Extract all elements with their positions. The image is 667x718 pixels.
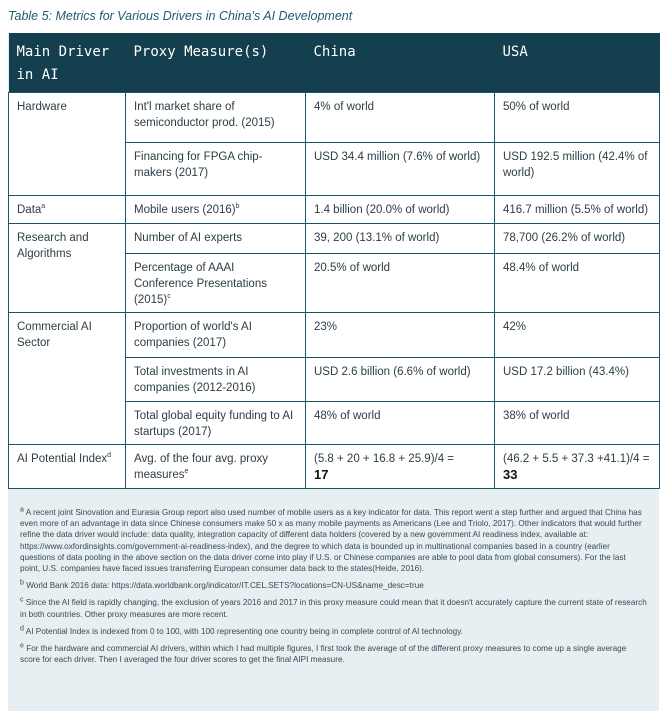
driver-cell: Research and Algorithms — [9, 224, 126, 313]
china-cell: 4% of world — [306, 93, 495, 143]
driver-cell: Hardware — [9, 93, 126, 196]
proxy-cell: Total investments in AI companies (2012-2016) — [126, 358, 306, 402]
usa-cell: USD 17.2 billion (43.4%) — [495, 358, 660, 402]
footnote-a: $^a$ A recent joint Sinovation and Eurasia Group report also used number of mobile users as a key indicator for data. This report went a step further and argued that China has even more of an advantage in data since Chinese consumers make 50 x as many mobile payments as Americans (Lee and Triolo, 2017). Other indicators that would further refine the data driver would include: data quality, integration capacity of different data holders (covered by a new government AI readiness index, available at: https://www.oxfordinsights.com/government-ai-readiness-index), and the degree to which data is bounded up in multinational companies based in a country (earlier questions of data pooling in the above section on the data driver come into play if U.S. or Chinese companies are able to pool data from global consumers). For the last point, U.S. companies have faced issues transferring European consumer data back to the states(Heide, 2016). — [20, 506, 642, 574]
china-cell: 39, 200 (13.1% of world) — [306, 224, 495, 254]
driver-cell: Commercial AI Sector — [9, 313, 126, 445]
footnotes — [8, 497, 659, 711]
driver-cell: AI Potential Index$^d$ — [9, 445, 126, 489]
proxy-cell: Int'l market share of semiconductor prod. (2015) — [126, 93, 306, 143]
china-cell: 1.4 billion (20.0% of world) — [306, 196, 495, 224]
table-row — [9, 196, 660, 224]
footnote-d: $^d$ AI Potential Index is indexed from 0 to 100, with 100 representing one country being in complete control of AI technology. — [20, 625, 463, 636]
header-china: China — [306, 33, 495, 93]
usa-cell: 38% of world — [495, 402, 660, 445]
china-cell: (5.8 + 20 + 16.8 + 25.9)/4 = 17 — [306, 445, 495, 489]
footnote-e: $^e$ For the hardware and commercial AI drivers, within which I had multiple figures, I first took the average of of the different proxy measures to come up a single average score for each driver. Then I averaged the four driver scores to get the final AIPI measure. — [20, 642, 627, 665]
usa-cell: (46.2 + 5.5 + 37.3 +41.1)/4 = 33 — [495, 445, 660, 489]
usa-cell: 50% of world — [495, 93, 660, 143]
china-cell: 48% of world — [306, 402, 495, 445]
china-index-value: 17 — [314, 467, 329, 482]
china-cell: 20.5% of world — [306, 254, 495, 313]
header-usa: USA — [495, 33, 660, 93]
china-cell: USD 2.6 billion (6.6% of world) — [306, 358, 495, 402]
header-row — [9, 33, 660, 93]
header-main-driver: Main Driver in AI — [9, 33, 126, 93]
proxy-cell: Financing for FPGA chip-makers (2017) — [126, 143, 306, 196]
table-row — [9, 313, 660, 358]
usa-cell: 42% — [495, 313, 660, 358]
proxy-cell: Avg. of the four avg. proxy measures$^e$ — [126, 445, 306, 489]
china-cell: 23% — [306, 313, 495, 358]
proxy-cell: Number of AI experts — [126, 224, 306, 254]
table-row — [9, 224, 660, 254]
proxy-cell: Total global equity funding to AI startups (2017) — [126, 402, 306, 445]
driver-cell: Data$^a$ — [9, 196, 126, 224]
usa-cell: 78,700 (26.2% of world) — [495, 224, 660, 254]
usa-cell: 416.7 million (5.5% of world) — [495, 196, 660, 224]
proxy-cell: Mobile users $(2016)^b$ — [126, 196, 306, 224]
usa-cell: USD 192.5 million (42.4% of world) — [495, 143, 660, 196]
usa-cell: 48.4% of world — [495, 254, 660, 313]
usa-index-value: 33 — [503, 467, 518, 482]
proxy-cell: Percentage of AAAI Conference Presentations $(2015)^c$ — [126, 254, 306, 313]
footnote-b: $^b$ World Bank 2016 data: https://data.worldbank.org/indicator/IT.CEL.SETS?locations=CN-US&name_desc=true — [20, 579, 424, 591]
table-caption: Table 5: Metrics for Various Drivers in China's AI Development — [8, 9, 353, 23]
footnote-c: $^c$ Since the AI field is rapidly changing, the exclusion of years 2016 and 2017 in this proxy measure could mean that it doesn't accurately capture the current state of research in both countries. Other proxy measures are more recent. — [20, 596, 647, 619]
table-row — [9, 445, 660, 489]
metrics-table — [8, 33, 660, 489]
table-row — [9, 93, 660, 143]
proxy-cell: Proportion of world's AI companies (2017) — [126, 313, 306, 358]
header-proxy-measure: Proxy Measure(s) — [126, 33, 306, 93]
china-cell: USD 34.4 million (7.6% of world) — [306, 143, 495, 196]
